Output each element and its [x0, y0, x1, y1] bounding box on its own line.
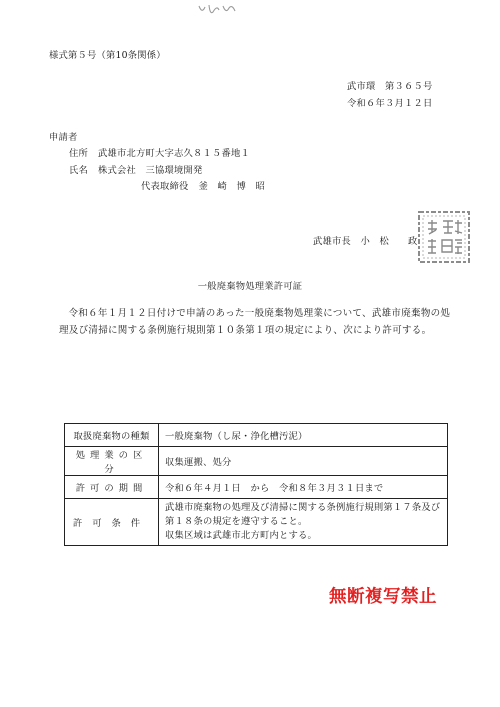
name-label: 氏名 [69, 165, 88, 176]
waste-type-label: 取扱廃棄物の種類 [65, 424, 159, 447]
permit-period-value: 令和６年４月１日 から 令和８年３月３１日まで [159, 476, 448, 499]
company-name: 株式会社 三協環境開発 [98, 165, 203, 176]
document-date: 令和６年３月１２日 [347, 98, 433, 109]
issuer-name: 武雄市長 小 松 政 [313, 236, 418, 247]
representative-row [141, 178, 265, 192]
document-number: 武市環 第３６５号 [347, 81, 433, 92]
condition-line: 武雄市廃棄物の処理及び清掃に関する条例施行規則第１７条及び第１８条の規定を遵守すること。 [165, 502, 441, 527]
table-row [65, 476, 448, 499]
permit-conditions-value [159, 499, 448, 546]
permit-body-text: 令和６年１月１２日付けで申請のあった一般廃棄物処理業について、武雄市廃棄物の処理及び清掃に関する条例施行規則第１０条第１項の規定により、次により許可する。 [59, 308, 451, 336]
address-value: 武雄市北方町大字志久８１５番地１ [98, 148, 250, 159]
condition-line: 収集区域は武雄市北方町内とする。 [165, 530, 317, 541]
address-label: 住所 [69, 148, 88, 159]
business-category-value: 収集運搬、処分 [159, 447, 448, 476]
form-number: 様式第５号（第10条関係） [49, 50, 166, 61]
waste-type-value: 一般廃棄物（し尿・浄化槽汚泥） [159, 424, 448, 447]
permit-period-label: 許可の期間 [65, 476, 159, 499]
representative-title: 代表取締役 [141, 181, 189, 192]
table-row [65, 424, 448, 447]
business-category-label: 処理業の区分 [65, 447, 159, 476]
applicant-label: 申請者 [49, 132, 78, 143]
permit-details-table [64, 423, 448, 546]
table-row [65, 499, 448, 546]
representative-name: 釜 崎 博 昭 [198, 181, 265, 192]
official-seal-icon [416, 209, 472, 265]
table-row [65, 447, 448, 476]
handwriting-mark-icon [196, 2, 240, 18]
applicant-name-row [69, 162, 202, 176]
permit-conditions-label: 許可条件 [65, 499, 159, 546]
applicant-address-row [69, 145, 250, 159]
no-copy-watermark: 無断複写禁止 [329, 587, 437, 607]
document-title: 一般廃棄物処理業許可証 [197, 281, 303, 292]
